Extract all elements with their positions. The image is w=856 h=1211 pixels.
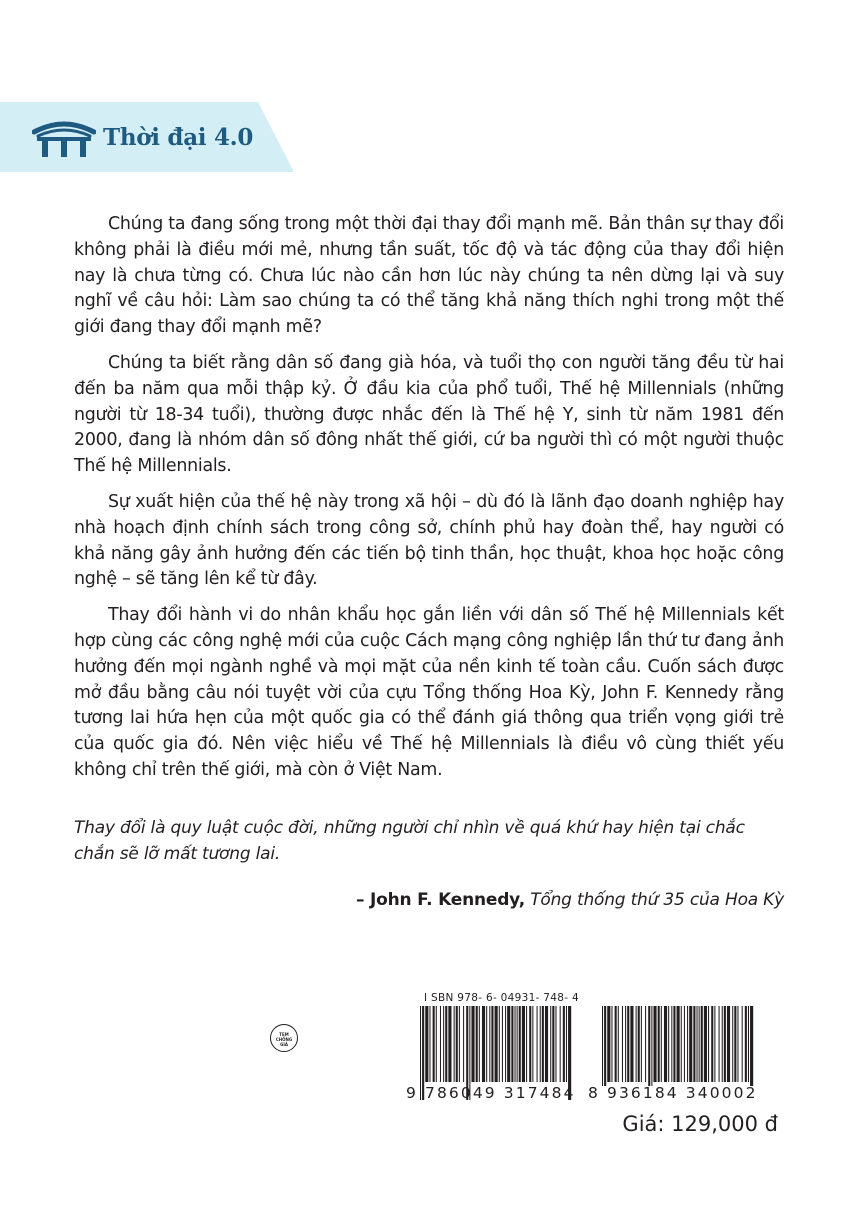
barcode-bar (687, 1006, 688, 1082)
quote-author: – John F. Kennedy, (356, 890, 525, 910)
barcode-bar (742, 1006, 743, 1082)
barcode-bar (482, 1006, 485, 1082)
paragraph: Sự xuất hiện của thế hệ này trong xã hội – dù đó là lãnh đạo doanh nghiệp hay nhà hoạch định chính sách trong công sở, chính phủ hay đoàn thể, hay người có khả năng gây ảnh hưởng đến các tiến bộ tinh thần, học thuật, khoa học hoặc công nghệ – sẽ tăng lên kể từ đây. (74, 491, 784, 590)
stamp-line: CHỐNG (275, 1037, 293, 1042)
barcode-bar (456, 1006, 458, 1082)
barcode-bar (463, 1006, 464, 1082)
barcode-bar (701, 1006, 703, 1082)
barcode-bar (542, 1006, 544, 1082)
barcode-bar (724, 1006, 726, 1082)
barcode-bar (673, 1006, 675, 1082)
barcode-bar (677, 1006, 680, 1082)
barcode-bar (661, 1006, 662, 1082)
barcode-bar (697, 1006, 698, 1082)
barcode-bar (684, 1006, 685, 1082)
barcode-bar (499, 1006, 500, 1082)
product-barcode-digits: 8 936184 340002 (588, 1084, 758, 1102)
barcode-bar (552, 1006, 554, 1082)
barcode-bar (604, 1006, 606, 1086)
barcode-bar (627, 1006, 629, 1082)
barcode-bar (479, 1006, 480, 1082)
barcode-bar (505, 1006, 506, 1082)
barcode-bar (615, 1006, 617, 1082)
quote-attribution (356, 890, 784, 910)
stamp-line: TEM (279, 1032, 289, 1037)
barcode-bar (689, 1006, 692, 1082)
barcode-bar (618, 1006, 619, 1082)
barcode-bar (664, 1006, 667, 1082)
paragraph: Chúng ta đang sống trong một thời đại thay đổi mạnh mẽ. Bản thân sự thay đổi không phải là điều mới mẻ, nhưng tần suất, tốc độ và tác động của thay đổi hiện nay là chưa từng có. Chưa lúc nào cần hơn lúc này chúng ta nên dừng lại và suy nghĩ về câu hỏi: Làm sao chúng ta có thể tăng khả năng thích nghi trong một thế giới đang thay đổi mạnh mẽ? (74, 214, 784, 338)
barcode-bar (750, 1006, 753, 1086)
barcode-bar (732, 1006, 733, 1082)
barcode-bar (722, 1006, 723, 1082)
barcode-bar (622, 1006, 623, 1082)
barcode-bar (526, 1006, 527, 1082)
barcode-bar (433, 1006, 435, 1082)
barcode-bar (532, 1006, 533, 1082)
barcode-bar (648, 1006, 650, 1086)
isbn-barcode-digits: 9 786049 317484 (406, 1084, 576, 1102)
barcode-bar (555, 1006, 556, 1082)
barcode-bar (566, 1006, 567, 1082)
barcode-bar (491, 1006, 493, 1082)
barcode-bar (658, 1006, 660, 1082)
barcode-bar (445, 1006, 447, 1082)
barcode-bar (708, 1006, 709, 1082)
barcode-bar (443, 1006, 444, 1082)
barcode-bar (489, 1006, 490, 1082)
barcode-bar (681, 1006, 682, 1082)
barcode-bar (699, 1006, 700, 1082)
barcode-bar (515, 1006, 516, 1082)
barcode-bar (517, 1006, 518, 1082)
barcode-bar (602, 1006, 603, 1086)
barcode-bar (625, 1006, 626, 1082)
barcode-bar (719, 1006, 720, 1082)
barcode-bar (440, 1006, 441, 1082)
barcode-bar (560, 1006, 561, 1082)
barcode-bar (745, 1006, 747, 1082)
brand-title: Thời đại 4.0 (103, 124, 254, 151)
barcode-bar (607, 1006, 610, 1082)
barcode-bar (529, 1006, 531, 1082)
anti-counterfeit-stamp (270, 1024, 298, 1052)
barcode-bar (563, 1006, 565, 1082)
barcode-bar (519, 1006, 521, 1082)
barcode-bar (459, 1006, 460, 1082)
barcode-bar (486, 1006, 487, 1082)
barcode-bar (714, 1006, 715, 1082)
barcode-bar (727, 1006, 730, 1082)
barcode-bar (448, 1006, 451, 1082)
barcode-bar (645, 1006, 646, 1082)
barcode-bar (653, 1006, 656, 1082)
barcode-bar (471, 1006, 474, 1082)
paragraph: Chúng ta biết rằng dân số đang già hóa, và tuổi thọ con người tăng đều từ hai đến ba năm qua mỗi thập kỷ. Ở đầu kia của phổ tuổi, Thế hệ Millennials (những người từ 18-34 tuổi), thường được nhắc đến là Thế hệ Y, sinh từ năm 1981 đến 2000, đang là nhóm dân số đông nhất thế giới, cứ ba người thì có một người thuộc Thế hệ Millennials. (74, 352, 784, 477)
product-barcode (602, 1006, 754, 1086)
barcode-bar (630, 1006, 633, 1082)
barcode-bar (668, 1006, 669, 1082)
building-columns-icon (32, 118, 96, 158)
barcode-bar (495, 1006, 498, 1082)
price-label: Giá: 129,000 đ (622, 1112, 778, 1136)
stamp-line: GIẢ (280, 1042, 288, 1047)
barcode-bar (511, 1006, 513, 1082)
barcode-bar (425, 1006, 428, 1082)
barcode-bar (734, 1006, 736, 1082)
quote-author-title: Tổng thống thứ 35 của Hoa Kỳ (530, 890, 784, 910)
barcode-bar (545, 1006, 548, 1082)
barcode-bar (737, 1006, 738, 1082)
barcode-bar (476, 1006, 478, 1082)
barcode-bar (711, 1006, 713, 1082)
isbn-label: I SBN 978- 6- 04931- 748- 4 (424, 992, 579, 1004)
barcode-bar (540, 1006, 541, 1082)
barcode-bar (436, 1006, 437, 1082)
barcode-bar (537, 1006, 538, 1082)
barcode-bar (550, 1006, 551, 1082)
barcode-bar (704, 1006, 707, 1082)
barcode-bar (638, 1006, 640, 1082)
barcode-bar (502, 1006, 503, 1082)
barcode-bar (454, 1006, 455, 1082)
barcode-bar (748, 1006, 749, 1082)
barcode-bar (611, 1006, 612, 1082)
barcode-bar (636, 1006, 637, 1082)
paragraph: Thay đổi hành vi do nhân khẩu học gắn liền với dân số Thế hệ Millennials kết hợp cùng các công nghệ mới của cuộc Cách mạng công nghiệp lần thứ tư đang ảnh hưởng đến mọi ngành nghề và mọi mặt của nền kinh tế toàn cầu. Cuốn sách được mở đầu bằng câu nói tuyệt vời của cựu Tổng thống Hoa Kỳ, John F. Kennedy rằng tương lai hứa hẹn của một quốc gia có thể đánh giá thông qua triển vọng giới trẻ của quốc gia đó. Nên việc hiểu về Thế hệ Millennials là điều vô cùng thiết yếu không chỉ trên thế giới, mà còn ở Việt Nam. (74, 605, 784, 780)
quote-text: Thay đổi là quy luật cuộc đời, những người chỉ nhìn về quá khứ hay hiện tại chắc chắn sẽ lỡ mất tương lai. (74, 818, 745, 864)
barcode-bar (429, 1006, 430, 1082)
barcode-bar (693, 1006, 695, 1082)
barcode-bar (641, 1006, 642, 1082)
barcode-bar (507, 1006, 510, 1082)
barcode-bar (671, 1006, 672, 1082)
barcode-bar (651, 1006, 652, 1086)
body-text (74, 212, 784, 794)
barcode-bar (522, 1006, 525, 1082)
